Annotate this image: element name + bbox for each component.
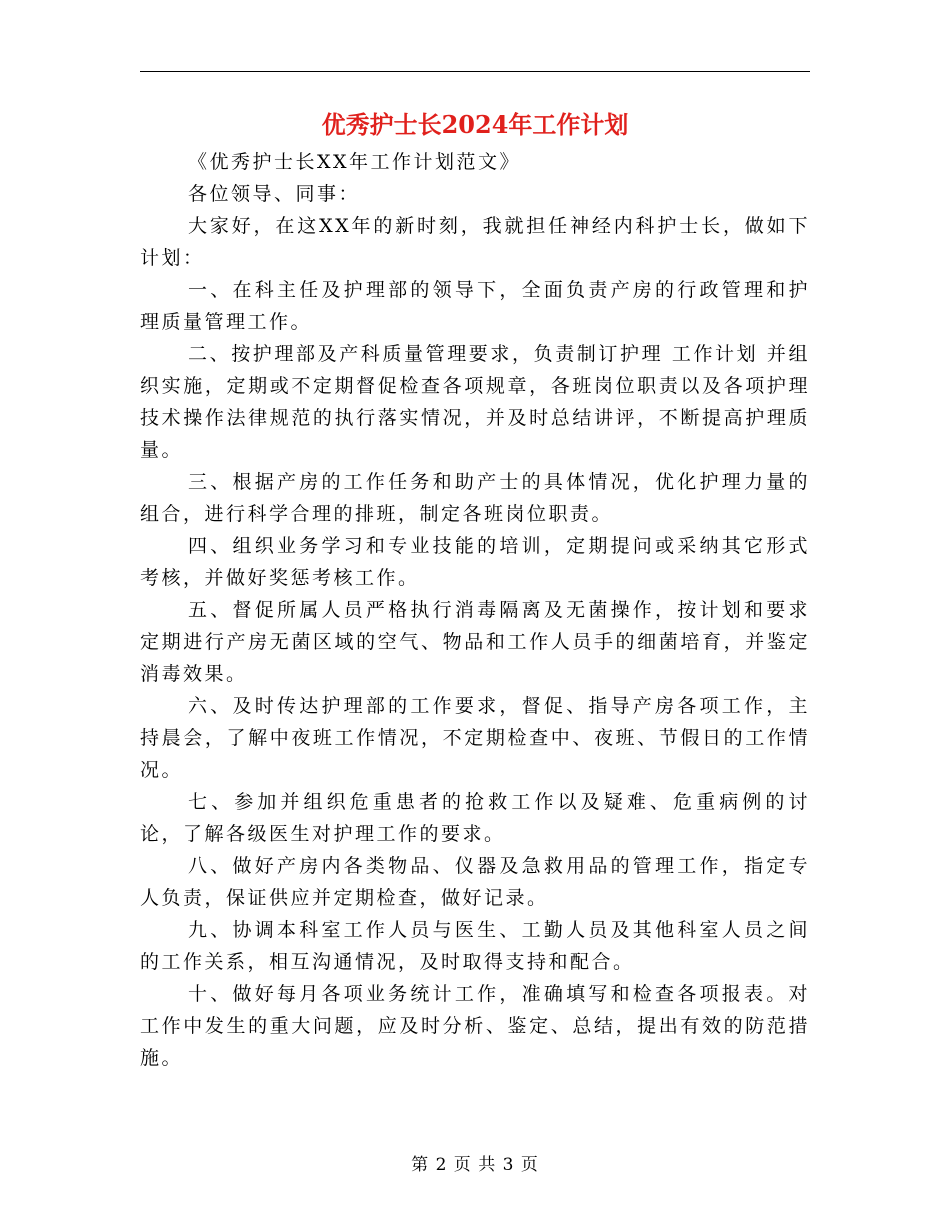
paragraph-item-4: 四、组织业务学习和专业技能的培训，定期提问或采纳其它形式考核，并做好奖惩考核工作。: [140, 535, 810, 589]
paragraph-intro: 大家好，在这XX年的新时刻，我就担任神经内科护士长，做如下计划：: [140, 215, 810, 269]
document-body: [140, 146, 810, 1074]
header-rule: [140, 71, 810, 72]
paragraph-item-10: 十、做好每月各项业务统计工作，准确填写和检查各项报表。对工作中发生的重大问题，应及时分析、鉴定、总结，提出有效的防范措施。: [140, 983, 810, 1069]
paragraph-item-8: 八、做好产房内各类物品、仪器及急救用品的管理工作，指定专人负责，保证供应并定期检查，做好记录。: [140, 855, 810, 909]
paragraph-item-2: 二、按护理部及产科质量管理要求，负责制订护理 工作计划 并组织实施，定期或不定期督促检查各项规章，各班岗位职责以及各项护理技术操作法律规范的执行落实情况，并及时总结讲评，不断提高护理质量。: [140, 343, 810, 461]
page-number-footer: 第 2 页 共 3 页: [411, 1155, 539, 1175]
paragraph-item-5: 五、督促所属人员严格执行消毒隔离及无菌操作，按计划和要求定期进行产房无菌区域的空气、物品和工作人员手的细菌培育，并鉴定消毒效果。: [140, 599, 810, 685]
document-title: 优秀护士长2024年工作计划: [321, 110, 629, 139]
paragraph-item-9: 九、协调本科室工作人员与医生、工勤人员及其他科室人员之间的工作关系，相互沟通情况，及时取得支持和配合。: [140, 919, 810, 973]
paragraph-source-title: 《优秀护士长XX年工作计划范文》: [188, 151, 522, 173]
paragraph-item-1: 一、在科主任及护理部的领导下，全面负责产房的行政管理和护理质量管理工作。: [140, 279, 810, 333]
paragraph-item-7: 七、参加并组织危重患者的抢救工作以及疑难、危重病例的讨论，了解各级医生对护理工作的要求。: [140, 791, 810, 845]
paragraph-item-6: 六、及时传达护理部的工作要求，督促、指导产房各项工作，主持晨会，了解中夜班工作情况，不定期检查中、夜班、节假日的工作情况。: [140, 695, 810, 781]
paragraph-item-3: 三、根据产房的工作任务和助产士的具体情况，优化护理力量的组合，进行科学合理的排班，制定各班岗位职责。: [140, 471, 810, 525]
paragraph-salutation: 各位领导、同事：: [188, 183, 361, 205]
